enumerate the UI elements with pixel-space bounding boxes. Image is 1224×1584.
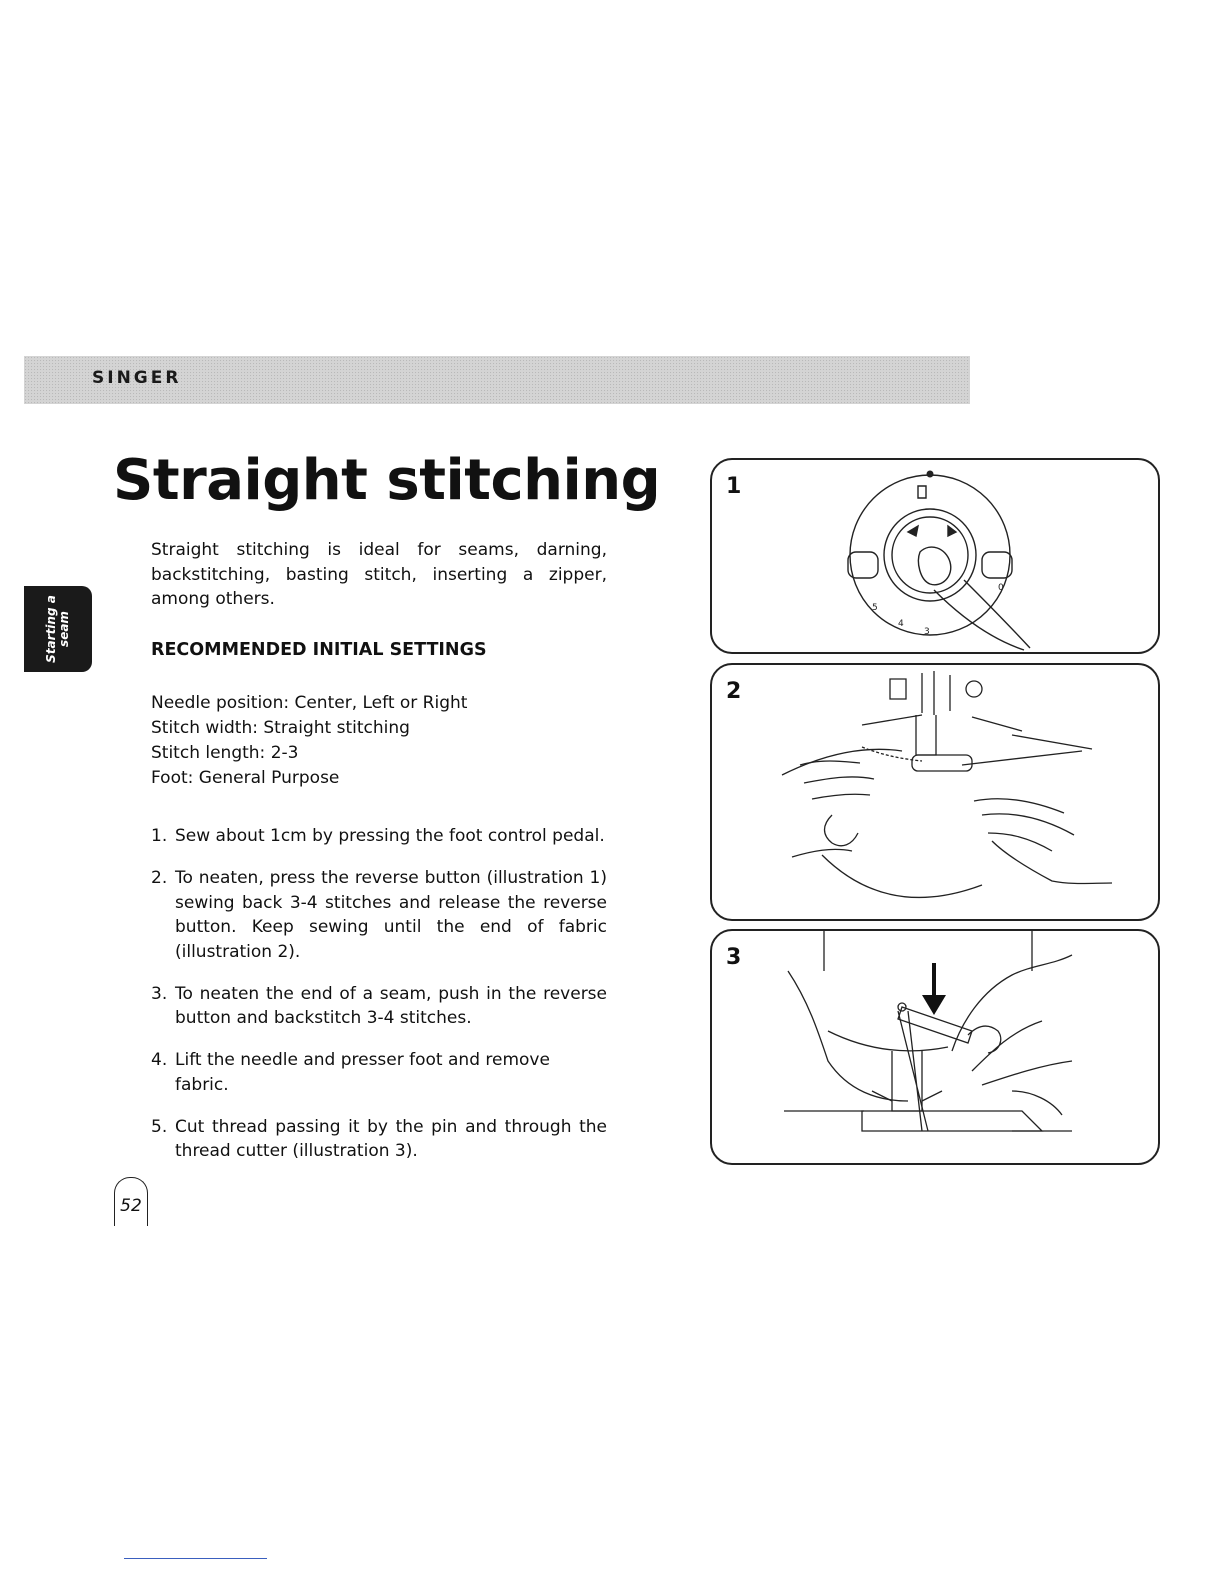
side-tab-label: Starting a seam (44, 595, 71, 663)
illustration-panel-2 (710, 663, 1160, 921)
step-item (151, 982, 607, 1031)
reverse-button-dial-illustration (712, 460, 1158, 652)
settings-heading: RECOMMENDED INITIAL SETTINGS (151, 640, 487, 660)
header-bar (24, 356, 970, 404)
step-number: 1. (151, 826, 168, 846)
step-text: To neaten, press the reverse button (illustration 1) sewing back 3-4 stitches and release the reverse button. Keep sewing until the end of fabric (illustration 2). (175, 868, 607, 962)
illustration-panel-3 (710, 929, 1160, 1165)
step-number: 3. (151, 983, 168, 1004)
svg-text:3: 3 (924, 627, 930, 637)
settings-list (151, 691, 467, 791)
page-number: 52 (120, 1196, 142, 1216)
thread-cutter-illustration (712, 931, 1158, 1163)
illustration-label: 1 (726, 474, 742, 499)
sewing-fabric-hands-illustration (712, 665, 1158, 919)
section-side-tab (24, 586, 92, 672)
step-item (151, 824, 607, 849)
setting-item: Foot: General Purpose (151, 768, 340, 788)
svg-text:4: 4 (898, 619, 904, 629)
intro-paragraph: Straight stitching is ideal for seams, darning, backstitching, basting stitch, inserting a zipper, among others. (151, 540, 607, 609)
footer-link-line (124, 1558, 267, 1559)
step-number: 4. (151, 1050, 168, 1070)
step-item (151, 1115, 607, 1164)
step-item (151, 866, 607, 964)
step-text: To neaten the end of a seam, push in the reverse button and backstitch 3-4 stitches. (175, 983, 607, 1028)
illustration-label: 3 (726, 945, 742, 970)
setting-item: Needle position: Center, Left or Right (151, 693, 468, 713)
page-number-box (114, 1177, 148, 1226)
illustration-panel-1 (710, 458, 1160, 654)
steps-list (151, 824, 607, 1181)
step-text: Cut thread passing it by the pin and through the thread cutter (illustration 3). (175, 1116, 607, 1161)
svg-text:5: 5 (872, 603, 878, 613)
page-title: Straight stitching (113, 448, 661, 513)
step-text: Lift the needle and presser foot and remove fabric. (175, 1050, 550, 1095)
setting-item: Stitch width: Straight stitching (151, 718, 410, 738)
step-number: 2. (151, 868, 168, 888)
step-item (151, 1048, 607, 1097)
brand-logo: SINGER (92, 368, 182, 388)
setting-item: Stitch length: 2-3 (151, 743, 299, 763)
svg-text:0: 0 (998, 583, 1004, 593)
step-text: Sew about 1cm by pressing the foot control pedal. (175, 826, 605, 846)
step-number: 5. (151, 1116, 168, 1137)
illustration-label: 2 (726, 679, 742, 704)
